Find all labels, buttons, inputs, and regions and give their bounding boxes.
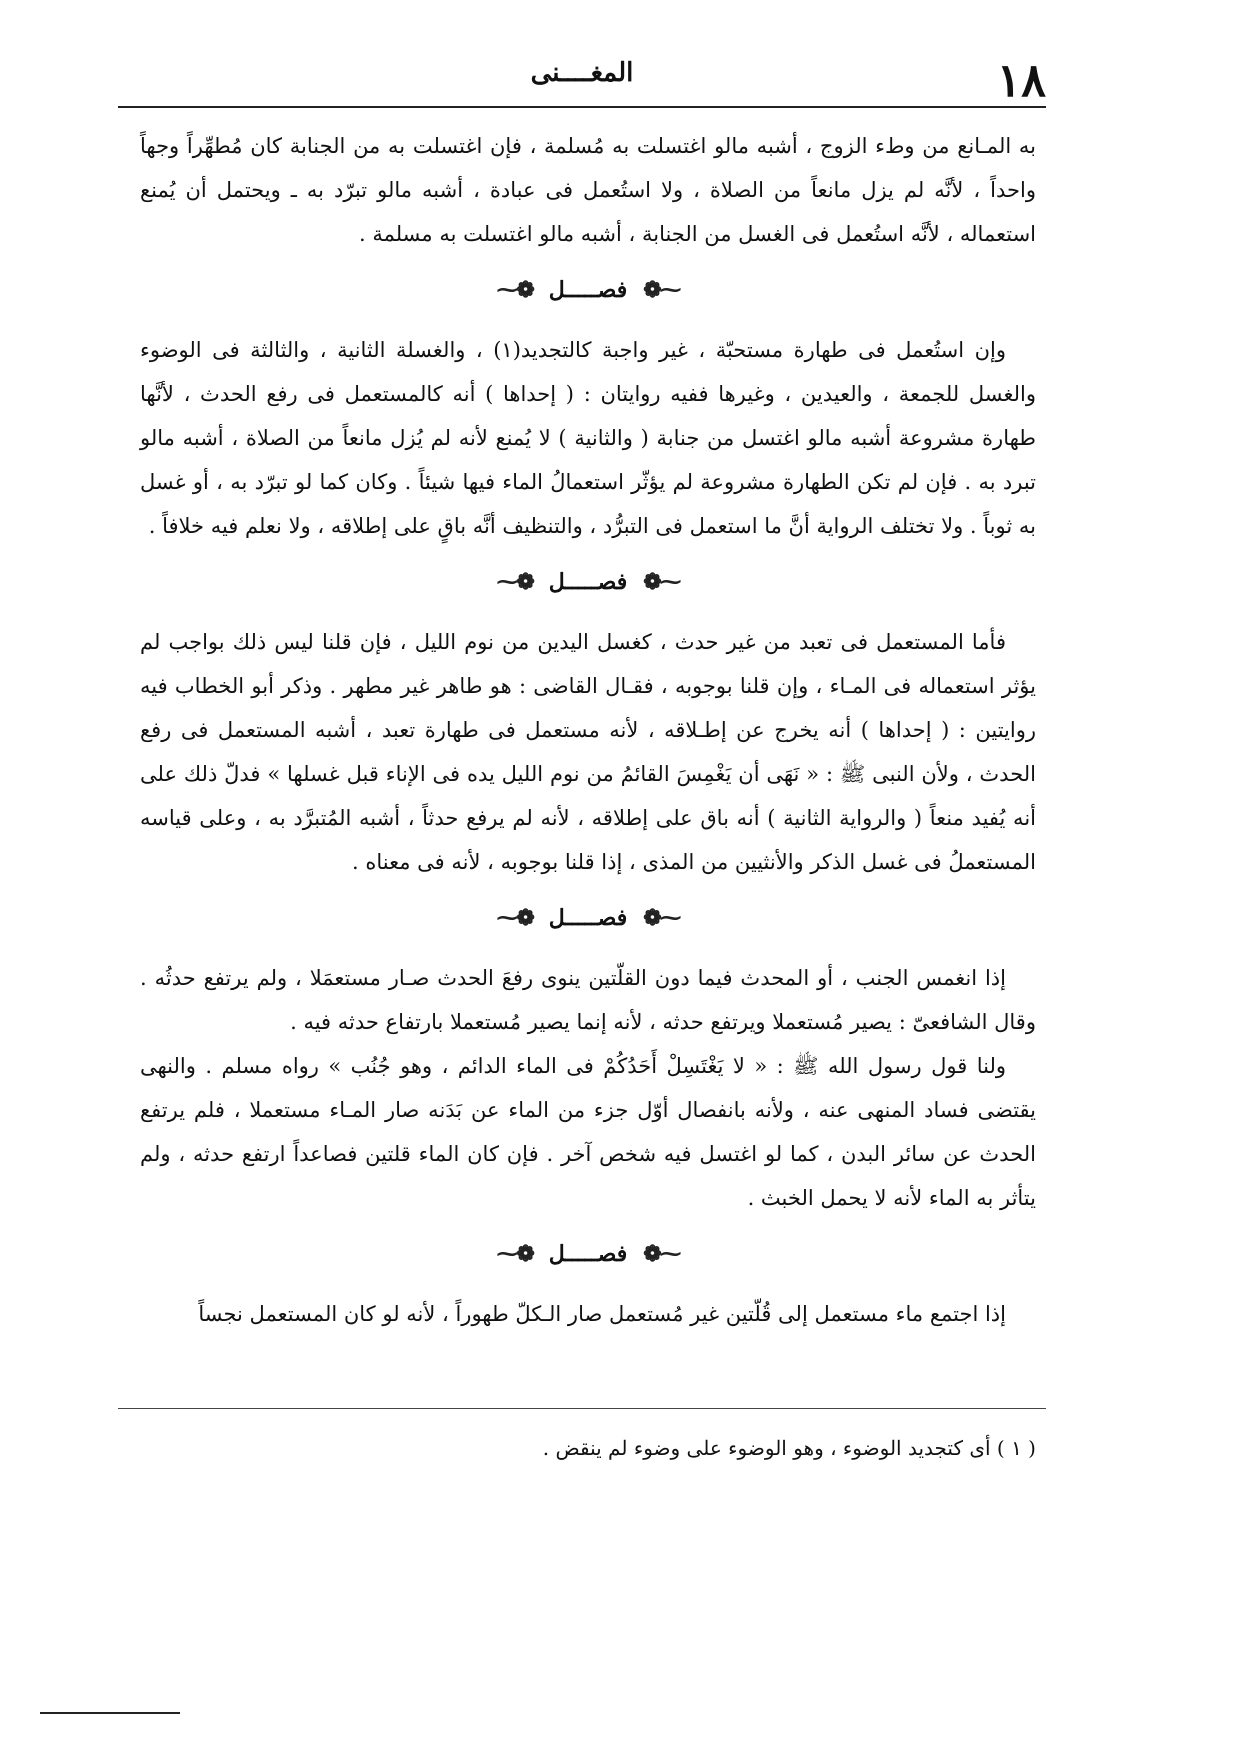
ornament-icon: ❁⁓ xyxy=(496,905,533,931)
page-number: ١٨ xyxy=(996,53,1046,107)
header-rule xyxy=(118,106,1046,108)
section-continuation xyxy=(140,124,1036,256)
ornament-icon: ⁓❁ xyxy=(643,1241,680,1267)
paragraph: ولنا قول رسول الله ﷺ : « لا يَغْتَسِلْ أَحَدُكُمْ فى الماء الدائم ، وهو جُنُب » رواه مسلم . والنهى يقتضى فساد المنهى عنه ، ولأنه بانفصال أوّل جزء من الماء عن بَدَنه صار المـاء مستعملا ، فلم يرتفع الحدث عن سائر البدن ، كما لو اغتسل فيه شخص آخر . فإن كان الماء قلتين فصاعداً ارتفع حدثه ، ولم يتأثر به الماء لأنه لا يحمل الخبث . xyxy=(140,1054,1036,1210)
section-heading-label: فصـــــل xyxy=(548,905,628,931)
section-heading-label: فصـــــل xyxy=(548,1241,628,1267)
section xyxy=(140,260,1036,548)
footnotes xyxy=(140,1428,1036,1468)
section xyxy=(140,552,1036,884)
ornament-icon: ❁⁓ xyxy=(496,569,533,595)
section xyxy=(140,1224,1036,1336)
ornament-icon: ⁓❁ xyxy=(643,905,680,931)
paragraph: فأما المستعمل فى تعبد من غير حدث ، كغسل اليدين من نوم الليل ، فإن قلنا ليس ذلك بواجب لم يؤثر استعماله فى المـاء ، وإن قلنا بوجوبه ، فقـال القاضى : هو طاهر غير مطهر . وذكر أبو الخطاب فيه روايتين : ( إحداها ) أنه يخرج عن إطـلاقه ، لأنه مستعمل فى طهارة تعبد ، أشبه المستعمل فى رفع الحدث ، ولأن النبى ﷺ : « نَهَى أن يَغْمِسَ القائمُ من نوم الليل يده فى الإناء قبل غسلها » فدلّ ذلك على أنه يُفيد منعاً ( والرواية الثانية ) أنه باق على إطلاقه ، لأنه لم يرفع حدثاً ، أشبه المُتبرَّد به ، وعلى قياسه المستعملُ فى غسل الذكر والأنثيين من المذى ، إذا قلنا بوجوبه ، لأنه فى معناه . xyxy=(140,630,1036,874)
page-header xyxy=(118,52,1046,108)
section-heading xyxy=(140,260,1036,320)
section-heading xyxy=(140,888,1036,948)
paragraph: وإن استُعمل فى طهارة مستحبّة ، غير واجبة كالتجديد(١) ، والغسلة الثانية ، والثالثة فى الوضوء والغسل للجمعة ، والعيدين ، وغيرها ففيه روايتان : ( إحداها ) أنه كالمستعمل فى رفع الحدث ، لأنَّها طهارة مشروعة أشبه مالو اغتسل من جنابة ( والثانية ) لا يُمنع لأنه لم يُزل مانعاً من الصلاة ، أشبه مالو تبرد به . فإن لم تكن الطهارة مشروعة لم يؤثّر استعمالُ الماء فيها شيئاً . وكان كما لو تبرّد به ، أو غسل به ثوباً . ولا تختلف الرواية أنَّ ما استعمل فى التبرُّد ، والتنظيف أنَّه باقٍ على إطلاقه ، ولا نعلم فيه خلافاً . xyxy=(140,338,1036,538)
paragraph: به المـانع من وطء الزوج ، أشبه مالو اغتسلت به مُسلمة ، فإن اغتسلت به من الجنابة كان مُطهِّراً وجهاً واحداً ، لأنَّه لم يزل مانعاً من الصلاة ، ولا استُعمل فى عبادة ، أشبه مالو تبرّد به ـ ويحتمل أن يُمنع استعماله ، لأنَّه استُعمل فى الغسل من الجنابة ، أشبه مالو اغتسلت به مسلمة . xyxy=(140,134,1036,246)
paragraph: إذا اجتمع ماء مستعمل إلى قُلّتين غير مُستعمل صار الـكلّ طهوراً ، لأنه لو كان المستعمل نجساً xyxy=(198,1302,1006,1326)
footnote: ( ١ ) أى كتجديد الوضوء ، وهو الوضوء على وضوء لم ينقض . xyxy=(542,1436,1036,1460)
ornament-icon: ⁓❁ xyxy=(643,277,680,303)
section-heading xyxy=(140,552,1036,612)
ornament-icon: ⁓❁ xyxy=(643,569,680,595)
ornament-icon: ❁⁓ xyxy=(496,277,533,303)
bottom-rule xyxy=(40,1712,180,1714)
section-heading xyxy=(140,1224,1036,1284)
running-title: المغــــنى xyxy=(530,58,634,88)
section-heading-label: فصـــــل xyxy=(548,569,628,595)
paragraph: إذا انغمس الجنب ، أو المحدث فيما دون القلّتين ينوى رفعَ الحدث صـار مستعمَلا ، ولم يرتفع حدثُه . وقال الشافعىّ : يصير مُستعملا ويرتفع حدثه ، لأنه إنما يصير مُستعملا بارتفاع حدثه فيه . xyxy=(140,966,1036,1034)
page-body xyxy=(140,124,1036,1336)
ornament-icon: ❁⁓ xyxy=(496,1241,533,1267)
section xyxy=(140,888,1036,1220)
footnote-divider xyxy=(118,1408,1046,1409)
section-heading-label: فصـــــل xyxy=(548,277,628,303)
